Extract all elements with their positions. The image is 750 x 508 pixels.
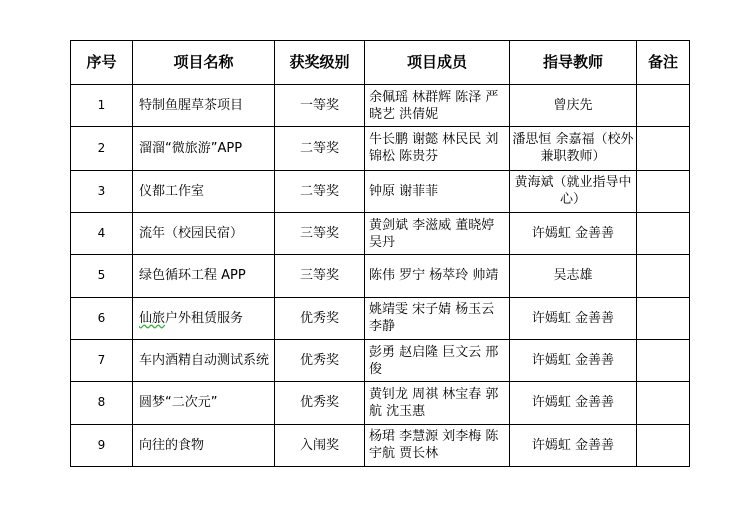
award-level: 优秀奖 <box>275 382 365 424</box>
note <box>637 127 690 170</box>
advisor: 许嫣虹 金善善 <box>510 424 637 466</box>
row-number: 4 <box>71 212 133 254</box>
header-num: 序号 <box>71 41 133 85</box>
project-members: 余佩瑶 林群辉 陈泽 严晓艺 洪倩妮 <box>365 85 510 127</box>
project-name: 流年（校园民宿） <box>133 212 275 254</box>
table-row <box>71 255 690 297</box>
row-number: 9 <box>71 424 133 466</box>
spellcheck-underlined-text: 仙旅 <box>139 310 166 326</box>
award-level: 入闱奖 <box>275 424 365 466</box>
advisor: 许嫣虹 金善善 <box>510 212 637 254</box>
awards-table <box>70 40 690 467</box>
note <box>637 170 690 212</box>
note <box>637 255 690 297</box>
row-number: 1 <box>71 85 133 127</box>
note <box>637 339 690 381</box>
project-name: 溜溜“微旅游”APP <box>133 127 275 170</box>
row-number: 2 <box>71 127 133 170</box>
header-name: 项目名称 <box>133 41 275 85</box>
project-members: 杨珺 李慧源 刘李梅 陈宇航 贾长林 <box>365 424 510 466</box>
header-row <box>71 41 690 85</box>
award-level: 三等奖 <box>275 212 365 254</box>
table-row <box>71 127 690 170</box>
header-level: 获奖级别 <box>275 41 365 85</box>
row-number: 5 <box>71 255 133 297</box>
project-members: 彭勇 赵启隆 巨文云 邢俊 <box>365 339 510 381</box>
project-name-rest: 户外租赁服务 <box>165 310 244 326</box>
header-note: 备注 <box>637 41 690 85</box>
project-members: 姚靖雯 宋子婧 杨玉云 李静 <box>365 297 510 339</box>
table-row <box>71 212 690 254</box>
award-level: 优秀奖 <box>275 339 365 381</box>
advisor: 许嫣虹 金善善 <box>510 382 637 424</box>
project-name: 仪都工作室 <box>133 170 275 212</box>
row-number: 7 <box>71 339 133 381</box>
project-name: 圆梦“二次元” <box>133 382 275 424</box>
award-level: 优秀奖 <box>275 297 365 339</box>
project-name: 向往的食物 <box>133 424 275 466</box>
project-name: 绿色循环工程 APP <box>133 255 275 297</box>
project-members: 钟原 谢菲菲 <box>365 170 510 212</box>
row-number: 8 <box>71 382 133 424</box>
advisor: 许嫣虹 金善善 <box>510 297 637 339</box>
project-name: 车内酒精自动测试系统 <box>133 339 275 381</box>
table-row <box>71 85 690 127</box>
note <box>637 382 690 424</box>
table-row <box>71 170 690 212</box>
row-number: 6 <box>71 297 133 339</box>
header-members: 项目成员 <box>365 41 510 85</box>
row-number: 3 <box>71 170 133 212</box>
note <box>637 297 690 339</box>
note <box>637 85 690 127</box>
advisor: 许嫣虹 金善善 <box>510 339 637 381</box>
advisor: 吴志雄 <box>510 255 637 297</box>
table-row <box>71 424 690 466</box>
award-level: 三等奖 <box>275 255 365 297</box>
project-members: 陈伟 罗宁 杨萃玲 帅靖 <box>365 255 510 297</box>
header-teacher: 指导教师 <box>510 41 637 85</box>
award-level: 二等奖 <box>275 170 365 212</box>
advisor: 潘思恒 余嘉福（校外兼职教师） <box>510 127 637 170</box>
award-level: 二等奖 <box>275 127 365 170</box>
table-row <box>71 339 690 381</box>
project-name <box>133 297 275 339</box>
advisor: 曾庆先 <box>510 85 637 127</box>
project-name: 特制鱼腥草茶项目 <box>133 85 275 127</box>
table-row <box>71 297 690 339</box>
award-level: 一等奖 <box>275 85 365 127</box>
project-members: 黄钊龙 周祺 林宝春 郭航 沈玉惠 <box>365 382 510 424</box>
advisor: 黄海斌（就业指导中心） <box>510 170 637 212</box>
project-members: 牛长鹏 谢懿 林民民 刘锦松 陈贵芬 <box>365 127 510 170</box>
table-row <box>71 382 690 424</box>
project-members: 黄剑斌 李滋威 董晓婷 吴丹 <box>365 212 510 254</box>
note <box>637 212 690 254</box>
note <box>637 424 690 466</box>
